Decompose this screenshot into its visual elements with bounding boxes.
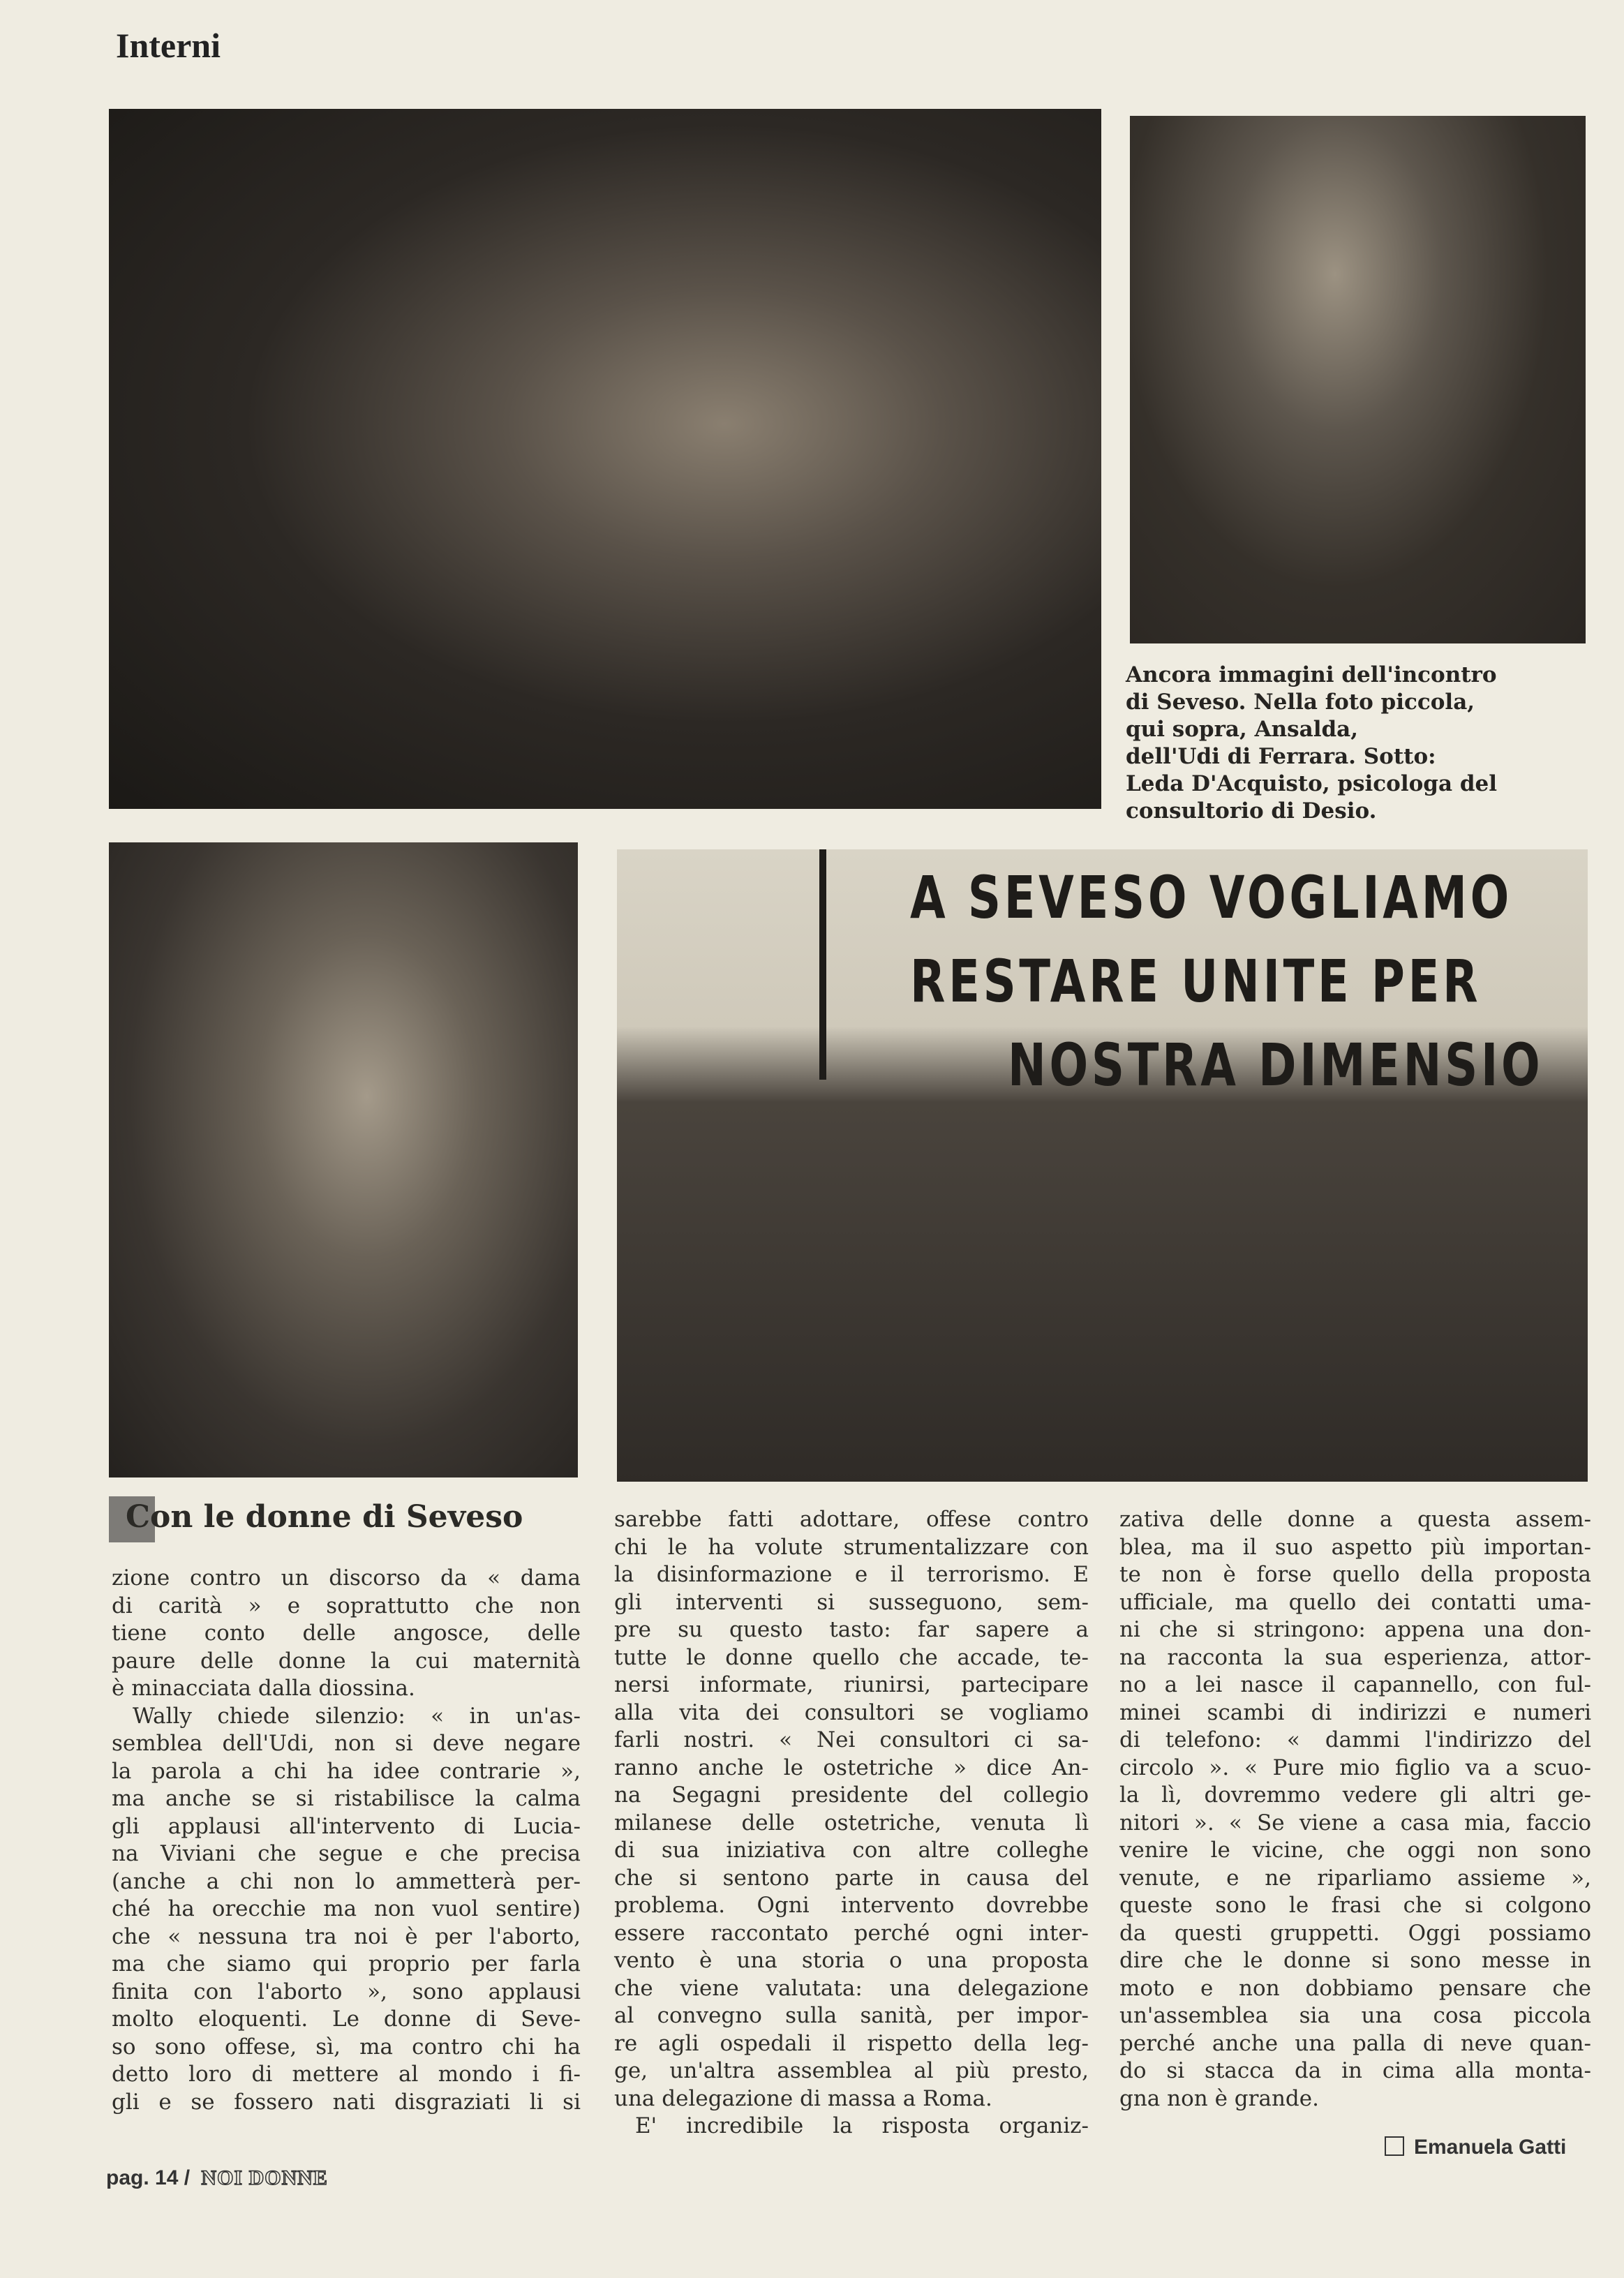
text-line: paure delle donne la cui maternità [112,1648,581,1674]
text-line: che si sentono parte in causa del [614,1865,1089,1891]
headline-text: Con le donne di Seveso [126,1499,523,1535]
text-line: di carità » e soprattutto che non [112,1593,581,1618]
text-line: na Viviani che segue e che precisa [112,1841,581,1866]
photo-caption [1126,662,1544,825]
caption-line: Ancora immagini dell'incontro [1126,662,1497,687]
text-line: E' incredibile la risposta organiz- [635,2113,1089,2138]
text-line: ma anche se si ristabilisce la calma [112,1786,581,1811]
text-line: so sono offese, sì, ma contro chi ha [112,2034,581,2060]
text-line: tiene conto delle angosce, delle [112,1621,581,1646]
caption-line: qui sopra, Ansalda, [1126,717,1359,742]
text-line: Wally chiede silenzio: « in un'as- [133,1703,581,1729]
text-line: di telefono: « dammi l'indirizzo del [1119,1727,1591,1752]
banner-bar [819,849,826,1080]
text-line: queste sono le frasi che si colgono [1119,1893,1591,1918]
text-line: ranno anche le ostetriche » dice An- [614,1755,1089,1780]
text-line: ge, un'altra assemblea al più presto, [614,2058,1089,2083]
caption-line: di Seveso. Nella foto piccola, [1126,690,1475,715]
end-mark-icon [1385,2136,1404,2156]
text-line: pre su questo tasto: far sapere a [614,1617,1089,1642]
photo-ansalda [1130,116,1586,643]
text-line: una delegazione di massa a Roma. [614,2085,992,2111]
text-line: la parola a chi ha idee contrarie », [112,1758,581,1784]
page-number: pag. 14 [106,2166,179,2189]
text-line: na Segagni presidente del collegio [614,1782,1089,1808]
text-line: è minacciata dalla diossina. [112,1676,415,1701]
text-line: ni che si stringono: appena una don- [1119,1617,1591,1642]
text-line: che viene valutata: una delegazione [614,1975,1089,2001]
text-line: molto eloquenti. Le donne di Seve- [112,2007,581,2032]
text-line: gli interventi si susseguono, sem- [614,1589,1089,1615]
magazine-logo: NOI DONNE [201,2166,328,2189]
text-line: venute, e ne riparliamo assieme », [1119,1865,1591,1891]
text-line: perché anche una palla di neve quan- [1119,2030,1591,2056]
text-line: blea, ma il suo aspetto più importan- [1119,1534,1591,1560]
text-line: la disinformazione e il terrorismo. E [614,1562,1089,1587]
text-line: ufficiale, ma quello dei contatti uma- [1119,1589,1591,1615]
caption-line: Leda D'Acquisto, psicologa del [1126,771,1498,796]
text-line: gli e se fossero nati disgraziati li si [112,2089,581,2115]
text-line: milanese delle ostetriche, venuta lì [614,1810,1089,1836]
text-line: ché ha orecchie ma non vuol sentire) [112,1896,581,1921]
byline [1385,2136,1566,2159]
text-line: dire che le donne si sono messe in [1119,1948,1591,1973]
text-line: vento è una storia o una proposta [614,1948,1089,1973]
text-line: zione contro un discorso da « dama [112,1565,581,1591]
text-line: moto e non dobbiamo pensare che [1119,1975,1591,2001]
text-line: problema. Ogni intervento dovrebbe [614,1893,1089,1918]
text-line: semblea dell'Udi, non si deve negare [112,1731,581,1756]
text-line: gli applausi all'intervento di Lucia- [112,1813,581,1839]
caption-line: consultorio di Desio. [1126,798,1377,824]
text-line: che « nessuna tra noi è per l'aborto, [112,1923,581,1949]
text-line: farli nostri. « Nei consultori ci sa- [614,1727,1089,1752]
text-line: re agli ospedali il rispetto della leg- [614,2030,1089,2056]
text-line: ma che siamo qui proprio per farla [112,1951,581,1976]
section-title: Interni [116,26,221,65]
text-line: venire le vicine, che oggi non sono [1119,1838,1591,1863]
text-line: un'assemblea sia una cosa piccola [1119,2003,1591,2028]
footer-separator: / [184,2166,191,2189]
banner-text-line: NOSTRA DIMENSIO [1008,1031,1544,1099]
article-column-1 [112,1565,581,2116]
text-line: do si stacca da in cima alla monta- [1119,2058,1591,2083]
text-line: chi le ha volute strumentalizzare con [614,1534,1089,1560]
page-footer [106,2166,328,2190]
text-line: (anche a chi non lo ammetterà per- [112,1868,581,1894]
text-line: la lì, dovremmo vedere gli altri ge- [1119,1782,1591,1808]
text-line: detto loro di mettere al mondo i fi- [112,2062,581,2087]
photo-leda-dacquisto [109,842,578,1477]
text-line: minei scambi di indirizzi e numeri [1119,1699,1591,1725]
article-headline [109,1499,523,1535]
text-line: zativa delle donne a questa assem- [1119,1507,1591,1532]
text-line: no a lei nasce il capannello, con ful- [1119,1672,1591,1697]
photo-assembly-banner [617,849,1588,1482]
text-line: finita con l'aborto », sono applausi [112,1979,581,2004]
text-line: nitori ». « Se viene a casa mia, faccio [1119,1810,1591,1836]
text-line: essere raccontato perché ogni inter- [614,1920,1089,1946]
photo-woman-with-microphone [109,109,1101,809]
text-line: di sua iniziativa con altre colleghe [614,1838,1089,1863]
text-line: na racconta la sua esperienza, attor- [1119,1644,1591,1670]
text-line: sarebbe fatti adottare, offese contro [614,1507,1089,1532]
text-line: circolo ». « Pure mio figlio va a scuo- [1119,1755,1591,1780]
text-line: tutte le donne quello che accade, te- [614,1644,1089,1670]
author-name: Emanuela Gatti [1414,2136,1567,2159]
article-column-3 [1119,1506,1591,2113]
text-line: te non è forse quello della proposta [1119,1562,1591,1587]
text-line: alla vita dei consultori se vogliamo [614,1699,1089,1725]
article-column-2 [614,1506,1089,2141]
text-line: al convegno sulla sanità, per impor- [614,2003,1089,2028]
banner-text-line: RESTARE UNITE PER [910,947,1482,1015]
text-line: da questi gruppetti. Oggi possiamo [1119,1920,1591,1946]
caption-line: dell'Udi di Ferrara. Sotto: [1126,744,1436,769]
banner-text-line: A SEVESO VOGLIAMO [910,863,1512,932]
text-line: gna non è grande. [1119,2085,1319,2111]
text-line: nersi informate, riunirsi, partecipare [614,1672,1089,1697]
